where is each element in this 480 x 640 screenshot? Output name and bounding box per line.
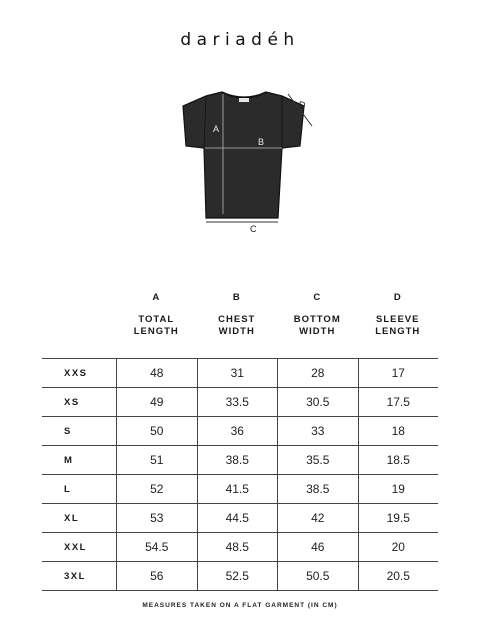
value-a: 56 <box>116 562 197 590</box>
size-table <box>42 358 438 591</box>
header-a: A TOTAL LENGTH <box>133 292 179 337</box>
value-c: 33 <box>277 417 358 445</box>
value-c: 46 <box>277 533 358 561</box>
value-d: 20 <box>358 533 439 561</box>
size-chart <box>42 292 438 591</box>
value-c: 35.5 <box>277 446 358 474</box>
size-label: L <box>64 483 72 495</box>
size-label: XL <box>64 512 80 524</box>
size-label: 3XL <box>64 570 86 582</box>
value-b: 36 <box>197 417 278 445</box>
value-a: 51 <box>116 446 197 474</box>
value-b: 48.5 <box>197 533 278 561</box>
table-row <box>42 533 438 562</box>
header-row <box>42 292 438 358</box>
table-row <box>42 359 438 388</box>
value-c: 28 <box>277 359 358 387</box>
value-b: 52.5 <box>197 562 278 590</box>
brand-logo: dariadéh <box>180 30 300 50</box>
label-d: D <box>299 100 306 110</box>
value-b: 44.5 <box>197 504 278 532</box>
value-a: 48 <box>116 359 197 387</box>
label-b: B <box>258 137 265 147</box>
garment-diagram <box>150 82 330 242</box>
label-c: C <box>250 224 257 234</box>
size-label: M <box>64 454 74 466</box>
value-b: 31 <box>197 359 278 387</box>
value-c: 42 <box>277 504 358 532</box>
value-c: 38.5 <box>277 475 358 503</box>
value-d: 17 <box>358 359 439 387</box>
value-a: 53 <box>116 504 197 532</box>
value-a: 49 <box>116 388 197 416</box>
table-row <box>42 417 438 446</box>
header-b: B CHEST WIDTH <box>218 292 256 337</box>
value-a: 54.5 <box>116 533 197 561</box>
value-a: 50 <box>116 417 197 445</box>
table-row <box>42 504 438 533</box>
size-label: S <box>64 425 72 437</box>
value-d: 17.5 <box>358 388 439 416</box>
header-d: D SLEEVE LENGTH <box>375 292 421 337</box>
tshirt-illustration <box>150 82 330 242</box>
table-row <box>42 388 438 417</box>
value-d: 18.5 <box>358 446 439 474</box>
size-label: XS <box>64 396 80 408</box>
value-a: 52 <box>116 475 197 503</box>
value-d: 20.5 <box>358 562 439 590</box>
size-label: XXL <box>64 541 87 553</box>
label-a: A <box>213 124 220 134</box>
value-d: 18 <box>358 417 439 445</box>
table-row <box>42 562 438 591</box>
value-d: 19 <box>358 475 439 503</box>
header-c: C BOTTOM WIDTH <box>293 292 341 337</box>
value-b: 33.5 <box>197 388 278 416</box>
tshirt-body <box>183 92 304 218</box>
value-c: 30.5 <box>277 388 358 416</box>
table-row <box>42 446 438 475</box>
value-d: 19.5 <box>358 504 439 532</box>
table-row <box>42 475 438 504</box>
value-b: 41.5 <box>197 475 278 503</box>
value-b: 38.5 <box>197 446 278 474</box>
neck-label <box>239 98 249 102</box>
value-c: 50.5 <box>277 562 358 590</box>
footnote: MEASURES TAKEN ON A FLAT GARMENT (IN CM) <box>142 602 338 609</box>
size-label: XXS <box>64 367 88 379</box>
